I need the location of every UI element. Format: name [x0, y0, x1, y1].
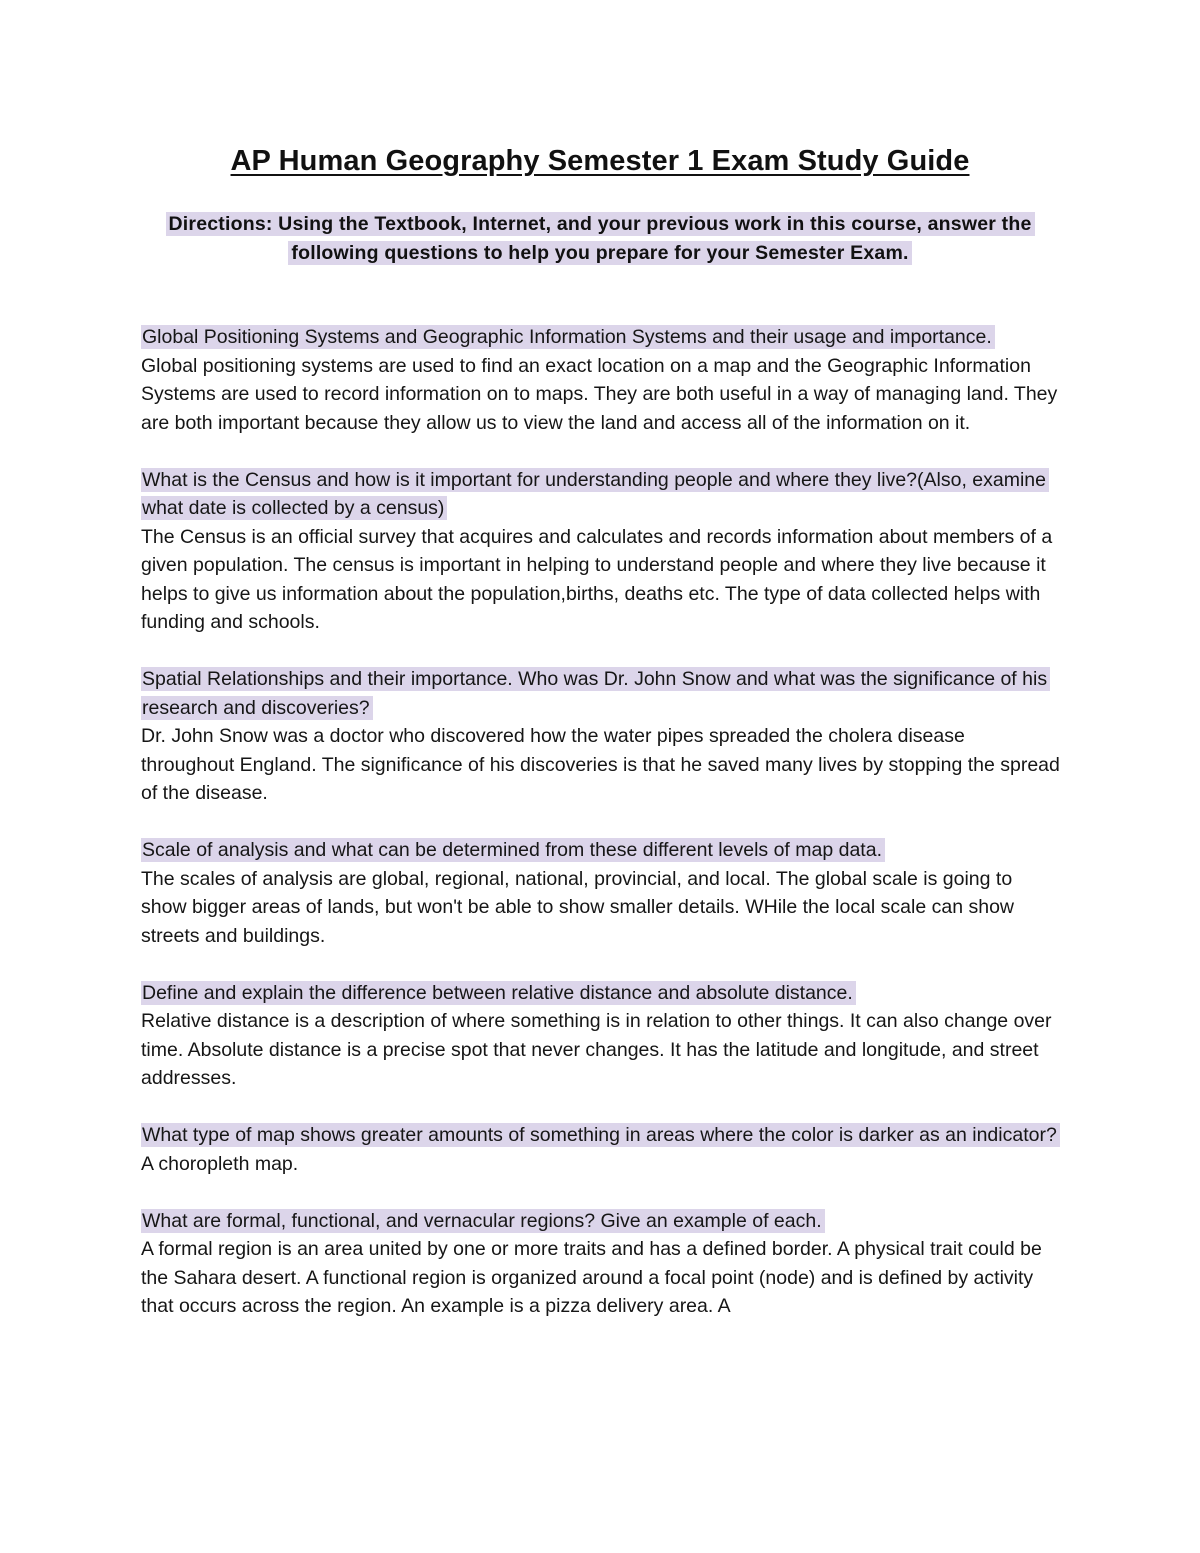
qa-section-spatial-relationships	[141, 665, 1061, 808]
question	[141, 1207, 1061, 1236]
question-highlight: What type of map shows greater amounts of something in areas where the color is darker as an indicator?	[141, 1123, 1060, 1147]
question-highlight: Spatial Relationships and their importance. Who was Dr. John Snow and what was the significance of his research and discoveries?	[141, 667, 1050, 720]
question	[141, 979, 1061, 1008]
answer: Relative distance is a description of where something is in relation to other things. It can also change over time. Absolute distance is a precise spot that never changes. It has the latitude and longitude, and street addresses.	[141, 1010, 1052, 1089]
question	[141, 466, 1061, 523]
question-highlight: Global Positioning Systems and Geographic Information Systems and their usage and importance.	[141, 325, 995, 349]
question	[141, 323, 1061, 352]
question-highlight: What are formal, functional, and vernacular regions? Give an example of each.	[141, 1209, 825, 1233]
answer: A choropleth map.	[141, 1152, 299, 1175]
question-highlight: Scale of analysis and what can be determined from these different levels of map data.	[141, 838, 885, 862]
directions-text	[140, 210, 1060, 267]
directions-highlight: Directions: Using the Textbook, Internet, and your previous work in this course, answer the following questions to help you prepare for your Semester Exam.	[166, 212, 1035, 265]
qa-section-regions	[141, 1207, 1061, 1321]
question-highlight: What is the Census and how is it important for understanding people and where they live?(Also, examine what date is collected by a census)	[141, 468, 1049, 521]
qa-section-scale-of-analysis	[141, 836, 1061, 950]
answer: A formal region is an area united by one or more traits and has a defined border. A physical trait could be the Sahara desert. A functional region is organized around a focal point (node) and is defined by activity that occurs across the region. An example is a pizza delivery area. A	[141, 1238, 1042, 1317]
question	[141, 836, 1061, 865]
qa-section-census	[141, 466, 1061, 637]
qa-section-distance	[141, 979, 1061, 1093]
question	[141, 1121, 1061, 1150]
answer: The Census is an official survey that acquires and calculates and records information about members of a given population. The census is important in helping to understand people and where they live because it helps to give us information about the population,births, deaths etc. The type of data collected helps with funding and schools.	[141, 525, 1053, 633]
answer: Global positioning systems are used to find an exact location on a map and the Geographic Information Systems are used to record information on to maps. They are both useful in a way of managing land. They are both important because they allow us to view the land and access all of the information on it.	[141, 354, 1058, 434]
question-highlight: Define and explain the difference between relative distance and absolute distance.	[141, 981, 856, 1005]
qa-section-map-type	[141, 1121, 1061, 1178]
study-guide-content	[141, 323, 1061, 1349]
document-title: AP Human Geography Semester 1 Exam Study Guide	[230, 145, 970, 177]
question	[141, 665, 1061, 722]
answer: The scales of analysis are global, regional, national, provincial, and local. The global scale is going to show bigger areas of lands, but won't be able to show smaller details. WHile the local scale can show streets and buildings.	[141, 867, 1015, 947]
qa-section-gps-gis	[141, 323, 1061, 437]
answer: Dr. John Snow was a doctor who discovered how the water pipes spreaded the cholera disease throughout England. The significance of his discoveries is that he saved many lives by stopping the spread of the disease.	[141, 725, 1060, 804]
